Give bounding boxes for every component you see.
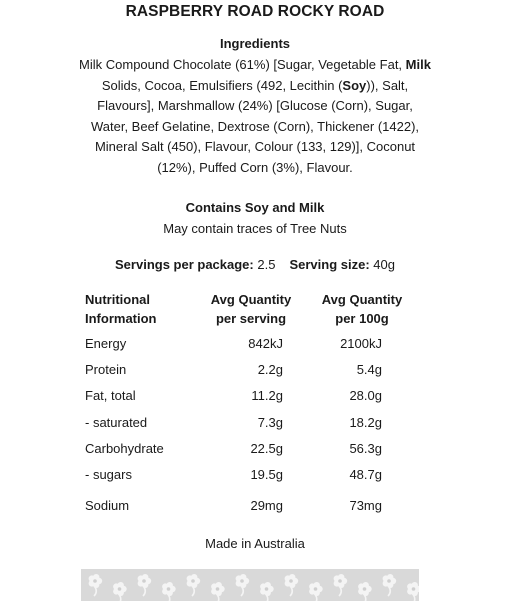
flower-icon	[260, 582, 274, 601]
nutrient-per-100g: 2100kJ	[340, 336, 382, 351]
nutrition-row-fat-total	[85, 388, 425, 406]
nutrient-name: - sugars	[85, 467, 132, 482]
nutrient-name: Fat, total	[85, 388, 136, 403]
nutrition-row-carbohydrate	[85, 441, 425, 459]
header-line: Information	[85, 310, 157, 326]
floral-pattern-icon	[81, 569, 419, 601]
nutrient-per-serving: 19.5g	[250, 467, 283, 482]
nutrient-name: Sodium	[85, 498, 130, 513]
nutrient-per-100g: 18.2g	[349, 415, 382, 430]
header-line: Avg Quantity	[210, 292, 292, 307]
ingredients-text	[78, 55, 432, 179]
flower-icon	[407, 582, 419, 601]
flower-icon	[309, 582, 323, 601]
flower-icon	[211, 582, 225, 601]
servings-per-package-label: Servings per package:	[115, 257, 254, 272]
ingredients-heading: Ingredients	[219, 36, 291, 51]
flower-icon	[138, 574, 152, 596]
nutrition-row-energy	[85, 336, 425, 354]
product-title: RASPBERRY ROAD ROCKY ROAD	[125, 3, 385, 20]
nutrition-header-serving	[205, 291, 297, 328]
flower-icon	[383, 574, 397, 596]
nutrient-per-100g: 56.3g	[349, 441, 382, 456]
nutrient-name: - saturated	[85, 415, 148, 430]
flower-icon	[334, 574, 348, 596]
may-contain-statement: May contain traces of Tree Nuts	[163, 221, 347, 236]
nutrient-per-serving: 29mg	[250, 498, 283, 513]
nutrient-name: Carbohydrate	[85, 441, 164, 456]
nutrient-per-100g: 5.4g	[356, 362, 382, 377]
nutrition-header-per100	[316, 291, 408, 328]
flower-icon	[285, 574, 299, 596]
made-in-statement: Made in Australia	[205, 536, 305, 551]
servings-per-package-value: 2.5	[257, 257, 276, 272]
ingredients-segment: Solids, Cocoa, Emulsifiers (492, Lecithin (	[101, 77, 343, 93]
nutrient-per-serving: 842kJ	[248, 336, 283, 351]
header-line: per 100g	[335, 310, 389, 326]
nutrient-name: Protein	[85, 362, 127, 377]
flower-icon	[89, 574, 103, 596]
nutrition-row-sugars	[85, 467, 425, 485]
ingredients-segment: Milk Compound Chocolate (61%) [Sugar, Vegetable Fat,	[79, 57, 406, 72]
header-line: Avg Quantity	[321, 292, 403, 307]
decorative-floral-banner	[81, 569, 419, 601]
flower-icon	[358, 582, 372, 601]
flower-icon	[236, 574, 250, 596]
servings-line	[0, 257, 510, 272]
ingredients-segment: )), Salt, Flavours], Marshmallow (24%) [Glucose (Corn), Sugar, Water, Beef Gelatine, Dextrose (Corn), Thickener (1422), Mineral Salt (450), Flavour, Colour (133, 129)], Coconut (12%), Puffed Corn (3%), Flavour.	[90, 77, 420, 175]
header-line: Nutritional	[85, 292, 150, 307]
flower-icon	[187, 574, 201, 596]
flower-icon	[162, 582, 176, 601]
flower-icon	[113, 582, 127, 601]
allergen-milk: Milk	[405, 57, 431, 72]
nutrition-row-protein	[85, 362, 425, 380]
nutrition-row-sodium	[85, 498, 425, 516]
nutrient-per-serving: 22.5g	[250, 441, 283, 456]
nutrient-per-100g: 48.7g	[349, 467, 382, 482]
nutrient-per-100g: 28.0g	[349, 388, 382, 403]
nutrient-per-serving: 7.3g	[257, 415, 283, 430]
nutrient-name: Energy	[85, 336, 127, 351]
nutrition-row-saturated	[85, 415, 425, 433]
serving-size-value: 40g	[373, 257, 395, 272]
allergen-statement: Contains Soy and Milk	[185, 200, 325, 215]
nutrition-header-name	[85, 291, 157, 328]
header-line: per serving	[215, 310, 287, 326]
allergen-soy: Soy	[342, 77, 367, 93]
nutrient-per-serving: 2.2g	[257, 362, 283, 377]
nutrient-per-100g: 73mg	[349, 498, 382, 513]
nutrient-per-serving: 11.2g	[251, 388, 283, 403]
serving-size-label: Serving size:	[289, 257, 370, 272]
